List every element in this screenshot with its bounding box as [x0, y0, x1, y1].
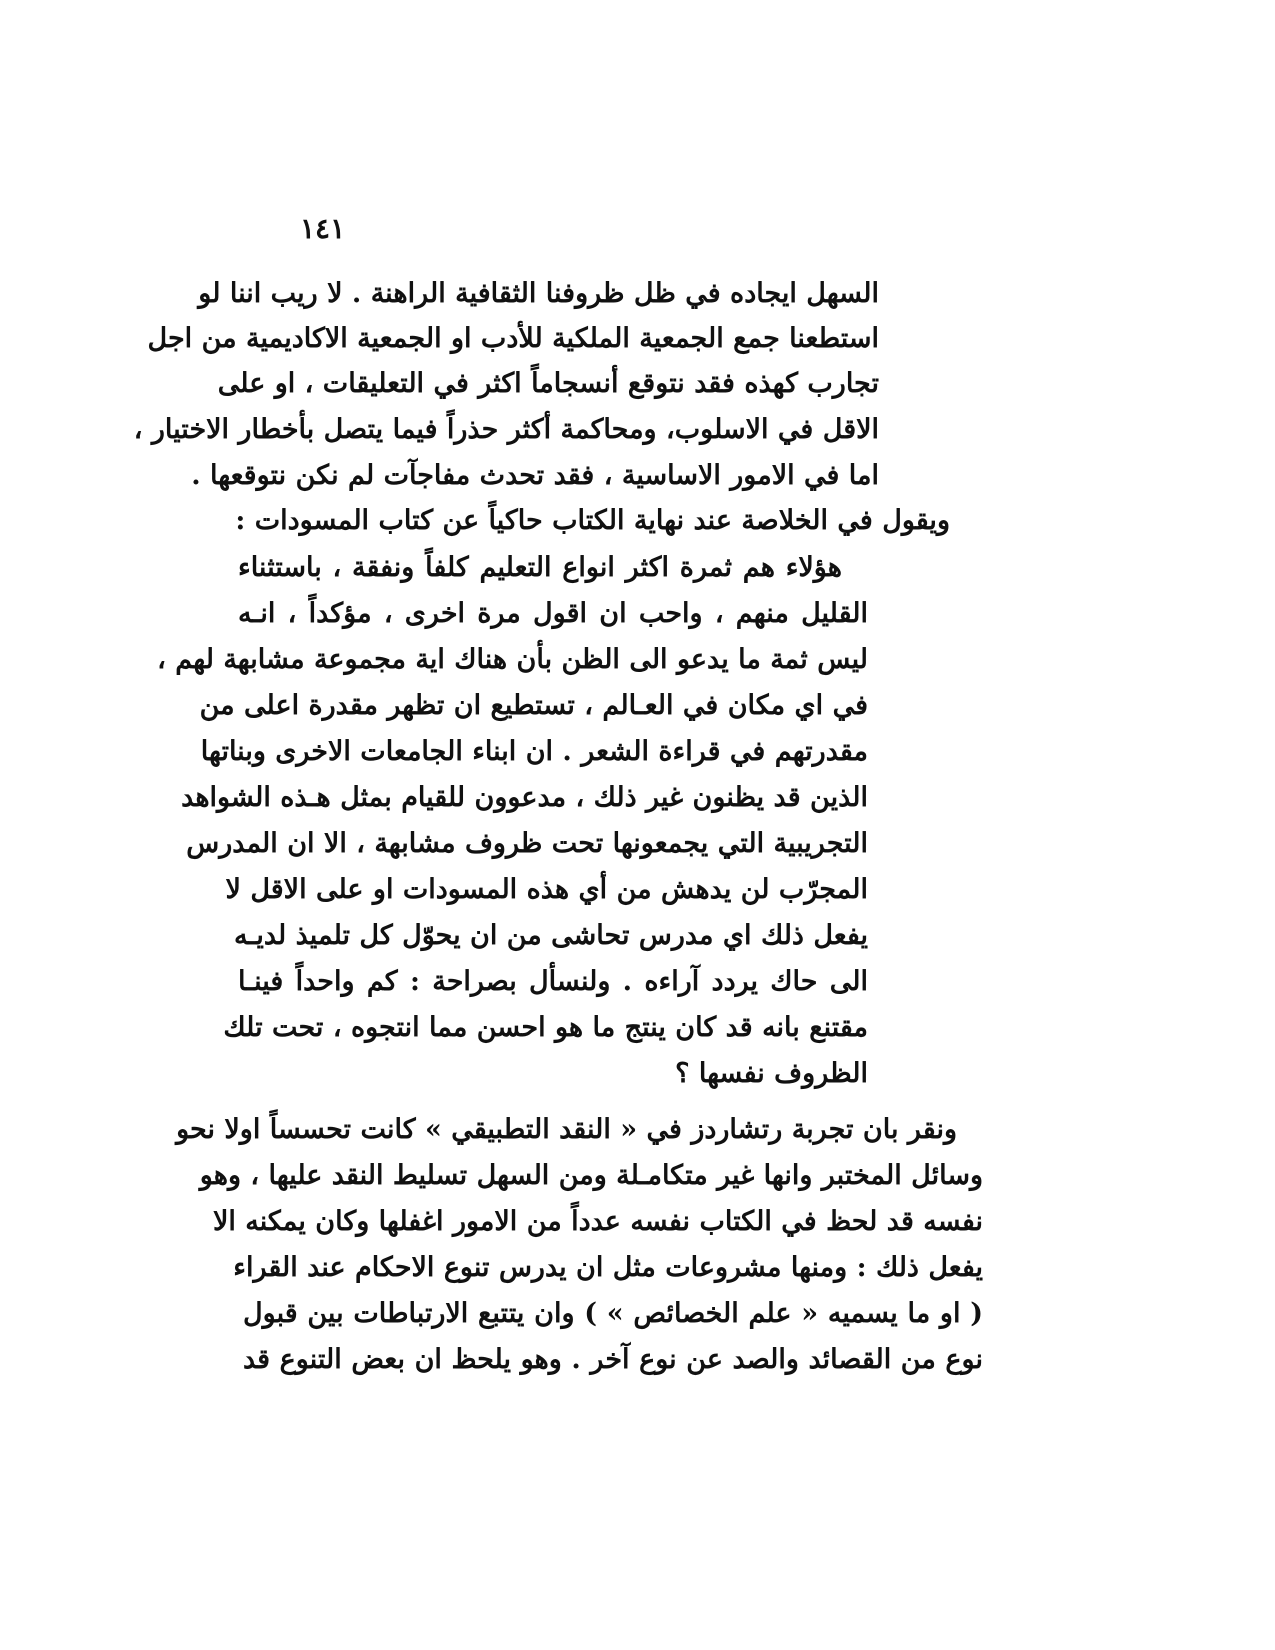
- paragraph2-line-6: نوع من القصائد والصد عن نوع آخر . وهو يلحظ ان بعض التنوع قد: [243, 1344, 983, 1375]
- paragraph2-line-3: نفسه قد لحظ في الكتاب نفسه عدداً من الامور اغفلها وكان يمكنه الا: [212, 1206, 983, 1237]
- quote-line-1: هؤلاء هم ثمرة اكثر انواع التعليم كلفاً ونفقة ، باستثناء: [238, 552, 842, 583]
- paragraph1-line-1: السهل ايجاده في ظل ظروفنا الثقافية الراهنة . لا ريب اننا لو: [198, 278, 879, 309]
- paragraph2-line-1: ونقر بان تجربة رتشاردز في « النقد التطبيقي » كانت تحسساً اولا نحو: [176, 1114, 957, 1145]
- paragraph1-line-3: تجارب كهذه فقد نتوقع أنسجاماً اكثر في التعليقات ، او على: [217, 368, 879, 399]
- quote-line-9: يفعل ذلك اي مدرس تحاشى من ان يحوّل كل تلميذ لديـه: [233, 920, 868, 951]
- quote-line-3: ليس ثمة ما يدعو الى الظن بأن هناك اية مجموعة مشابهة لهم ،: [157, 644, 868, 675]
- quote-line-7: التجريبية التي يجمعونها تحت ظروف مشابهة ، الا ان المدرس: [186, 828, 868, 859]
- paragraph1-line-4: الاقل في الاسلوب، ومحاكمة أكثر حذراً فيما يتصل بأخطار الاختيار ،: [133, 414, 879, 445]
- intro-line: ويقول في الخلاصة عند نهاية الكتاب حاكياً عن كتاب المسودات :: [235, 505, 950, 536]
- quote-line-10: الى حاك يردد آراءه . ولنسأل بصراحة : كم واحداً فينـا: [238, 966, 868, 997]
- quote-line-8: المجرّب لن يدهش من أي هذه المسودات او على الاقل لا: [225, 874, 868, 905]
- quote-line-11: مقتنع بانه قد كان ينتج ما هو احسن مما انتجوه ، تحت تلك: [223, 1012, 868, 1043]
- paragraph1-line-5: اما في الامور الاساسية ، فقد تحدث مفاجآت لم نكن نتوقعها .: [191, 460, 879, 491]
- quote-line-12: الظروف نفسها ؟: [675, 1058, 868, 1089]
- paragraph2-line-4: يفعل ذلك : ومنها مشروعات مثل ان يدرس تنوع الاحكام عند القراء: [233, 1252, 983, 1283]
- paragraph1-line-2: استطعنا جمع الجمعية الملكية للأدب او الجمعية الاكاديمية من اجل: [147, 323, 879, 354]
- page-number: ١٤١: [300, 212, 346, 245]
- quote-line-2: القليل منهم ، واحب ان اقول مرة اخرى ، مؤكداً ، انـه: [238, 598, 868, 629]
- quote-line-5: مقدرتهم في قراءة الشعر . ان ابناء الجامعات الاخرى وبناتها: [200, 736, 868, 767]
- quote-line-4: في اي مكان في العـالم ، تستطيع ان تظهر مقدرة اعلى من: [199, 690, 868, 721]
- quote-line-6: الذين قد يظنون غير ذلك ، مدعوون للقيام بمثل هـذه الشواهد: [181, 782, 868, 813]
- paragraph2-line-5: ( او ما يسميه « علم الخصائص » ) وان يتتبع الارتباطات بين قبول: [243, 1298, 983, 1329]
- paragraph2-line-2: وسائل المختبر وانها غير متكامـلة ومن السهل تسليط النقد عليها ، وهو: [199, 1160, 983, 1191]
